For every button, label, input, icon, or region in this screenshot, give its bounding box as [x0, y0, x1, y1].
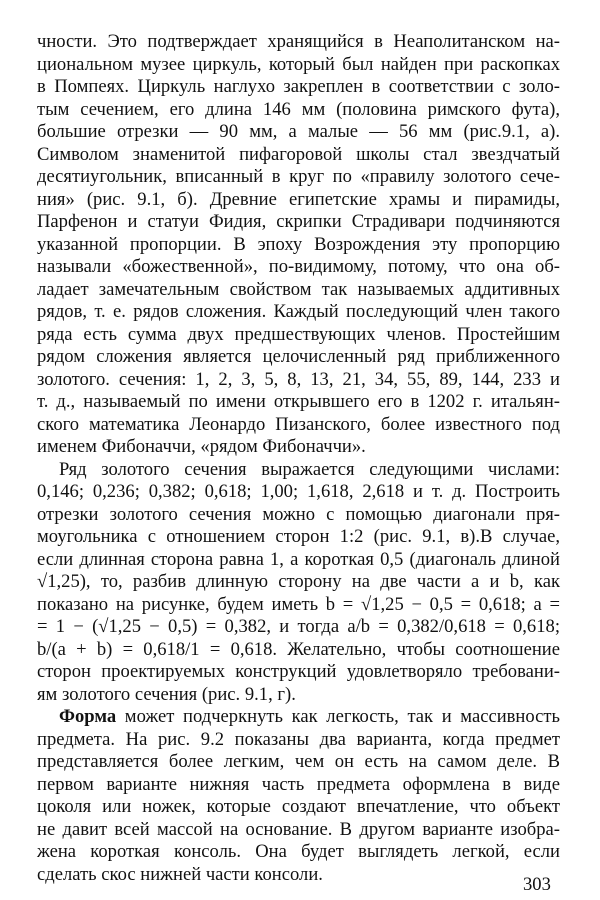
text-line: Ряд золотого сечения выражается следующими числами:: [59, 458, 560, 480]
paragraph: [37, 706, 560, 886]
text-line: Парфенон и статуи Фидия, скрипки Страдивари подчиняются: [37, 211, 560, 232]
text-line: циональном музее циркуль, который был найден при раскопках: [37, 53, 560, 75]
line-text: может подчеркнуть как легкость, так и массивность: [116, 706, 560, 727]
text-line: рядов, т. е. рядов сложения. Каждый последующий член такого: [37, 301, 560, 322]
text-line: называли «божественной», по-видимому, потому, что она об-: [37, 256, 560, 277]
paragraph: [37, 31, 560, 459]
text-line: тым сечением, его длина 146 мм (половина римского фута),: [37, 98, 560, 120]
text-line: сторон проектируемых конструкций удовлетворяло требовани-: [37, 661, 560, 682]
text-line: ния» (рис. 9.1, б). Древние египетские храмы и пирамиды,: [37, 188, 560, 210]
text-line: предмета. На рис. 9.2 показаны два варианта, когда предмет: [37, 728, 560, 750]
page-body: [37, 31, 560, 886]
text-line: b/(a + b) = 0,618/1 = 0,618. Желательно, чтобы соотношение: [37, 638, 560, 660]
text-line: отрезки золотого сечения можно с помощью диагонали пря-: [37, 503, 560, 525]
text-line: ряда есть сумма двух предшествующих членов. Простейшим: [37, 323, 560, 345]
text-line: большие отрезки — 90 мм, а малые — 56 мм (рис.9.1, а).: [37, 121, 560, 142]
text-line: цоколя или ножек, которые создают впечатление, что объект: [37, 796, 560, 817]
text-line: в Помпеях. Циркуль наглухо закреплен в соответствии с золо-: [37, 76, 560, 97]
text-line: ям золотого сечения (рис. 9.1, г).: [37, 683, 296, 705]
paragraph: [37, 459, 560, 707]
text-line: если длинная сторона равна 1, а короткая 0,5 (диагональ длиной: [37, 548, 560, 570]
text-line: ладает замечательным свойством так называемых аддитивных: [37, 278, 560, 300]
text-line: моугольника с отношением сторон 1:2 (рис. 9.1, в).В случае,: [37, 526, 560, 547]
text-line: золотого. сечения: 1, 2, 3, 5, 8, 13, 21, 34, 55, 89, 144, 233 и: [37, 368, 560, 390]
text-line: Символом знаменитой пифагоровой школы стал звездчатый: [37, 143, 560, 165]
text-line: первом варианте нижняя часть предмета оформлена в виде: [37, 773, 560, 795]
text-line: не давит всей массой на основание. В другом варианте изобра-: [37, 818, 560, 840]
text-line: именем Фибоначчи, «рядом Фибоначчи».: [37, 436, 366, 457]
text-line: ского математика Леонардо Пизанского, более известного под: [37, 413, 560, 435]
text-line: рядом сложения является целочисленный ряд приближенного: [37, 346, 560, 367]
text-line: т. д., называемый по имени открывшего его в 1202 г. итальян-: [37, 391, 560, 412]
text-line: сделать скос нижней части консоли.: [37, 863, 323, 885]
text-line: показано на рисунке, будем иметь b = √1,25 − 0,5 = 0,618; a =: [37, 593, 560, 615]
text-line: = 1 − (√1,25 − 0,5) = 0,382, и тогда a/b = 0,382/0,618 = 0,618;: [37, 616, 560, 637]
text-line: представляется более легким, чем он есть на самом деле. В: [37, 751, 560, 772]
text-line: указанной пропорции. В эпоху Возрождения эту пропорцию: [37, 233, 560, 255]
page-number: 303: [523, 874, 551, 895]
text-line: [37, 706, 560, 729]
text-line: чности. Это подтверждает хранящийся в Неаполитанском на-: [37, 31, 560, 52]
text-line: 0,146; 0,236; 0,382; 0,618; 1,00; 1,618, 2,618 и т. д. Построить: [37, 481, 560, 502]
text-line: жена короткая консоль. Она будет выглядеть легкой, если: [37, 841, 560, 862]
text-line: десятиугольник, вписанный в круг по «правилу золотого сече-: [37, 166, 560, 187]
text-line: √1,25), то, разбив длинную сторону на две части a и b, как: [37, 571, 560, 592]
bold-term: Форма: [59, 706, 117, 727]
